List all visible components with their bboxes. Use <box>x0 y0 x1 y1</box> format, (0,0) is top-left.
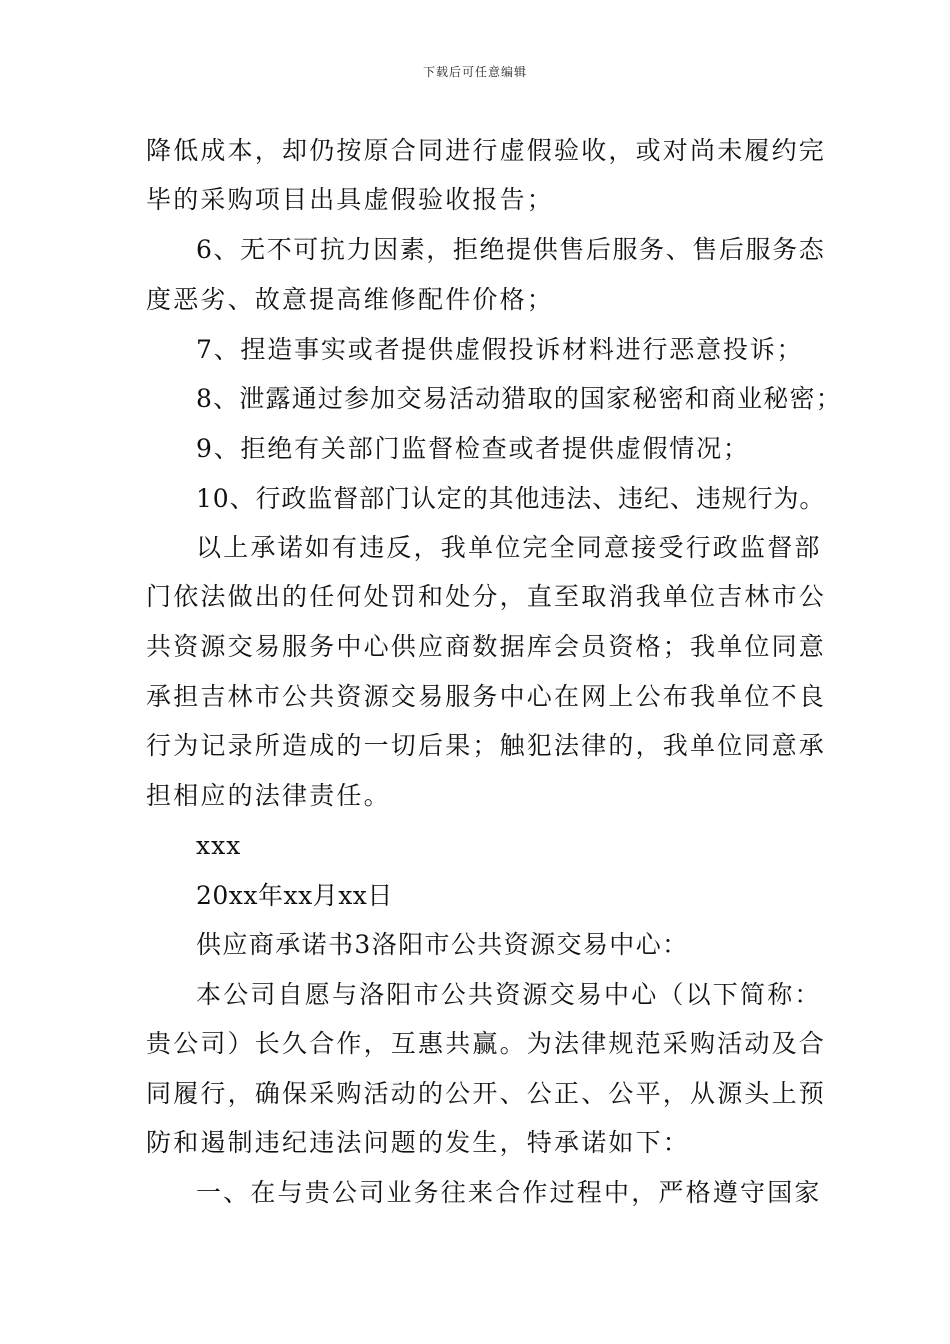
text-line: 6、无不可抗力因素，拒绝提供售后服务、售后服务态 <box>196 235 826 264</box>
text-line: 降低成本，却仍按原合同进行虚假验收，或对尚未履约完 <box>146 136 827 165</box>
text-line: 门依法做出的任何处罚和处分，直至取消我单位吉林市公 <box>146 582 827 611</box>
text-line: 以上承诺如有违反，我单位完全同意接受行政监督部 <box>196 533 822 562</box>
text-line: 10、行政监督部门认定的其他违法、违纪、违规行为。 <box>196 484 826 513</box>
text-line: 一、在与贵公司业务往来合作过程中，严格遵守国家 <box>196 1178 822 1207</box>
text-line: 行为记录所造成的一切后果；触犯法律的，我单位同意承 <box>146 731 827 760</box>
text-line: 承担吉林市公共资源交易服务中心在网上公布我单位不良 <box>146 682 827 711</box>
text-line: 8、泄露通过参加交易活动猎取的国家秘密和商业秘密； <box>196 384 842 413</box>
text-line: 本公司自愿与洛阳市公共资源交易中心（以下简称： <box>196 980 822 1009</box>
text-line: 9、拒绝有关部门监督检查或者提供虚假情况； <box>196 434 750 463</box>
text-line: 7、捏造事实或者提供虚假投诉材料进行恶意投诉； <box>196 335 804 364</box>
text-line: 贵公司）长久合作，互惠共赢。为法律规范采购活动及合 <box>146 1029 827 1058</box>
text-line: 同履行，确保采购活动的公开、公正、公平，从源头上预 <box>146 1079 827 1108</box>
section-heading: 供应商承诺书3洛阳市公共资源交易中心： <box>196 930 689 959</box>
text-line: 担相应的法律责任。 <box>146 781 391 810</box>
text-line: 共资源交易服务中心供应商数据库会员资格；我单位同意 <box>146 632 827 661</box>
text-line: 度恶劣、故意提高维修配件价格； <box>146 285 555 314</box>
signature-name: xxx <box>196 831 242 860</box>
text-line: 防和遏制违纪违法问题的发生，特承诺如下： <box>146 1128 691 1157</box>
text-line: 毕的采购项目出具虚假验收报告； <box>146 185 555 214</box>
page-header-note: 下载后可任意编辑 <box>422 65 527 79</box>
signature-date: 20xx年xx月xx日 <box>196 881 393 910</box>
